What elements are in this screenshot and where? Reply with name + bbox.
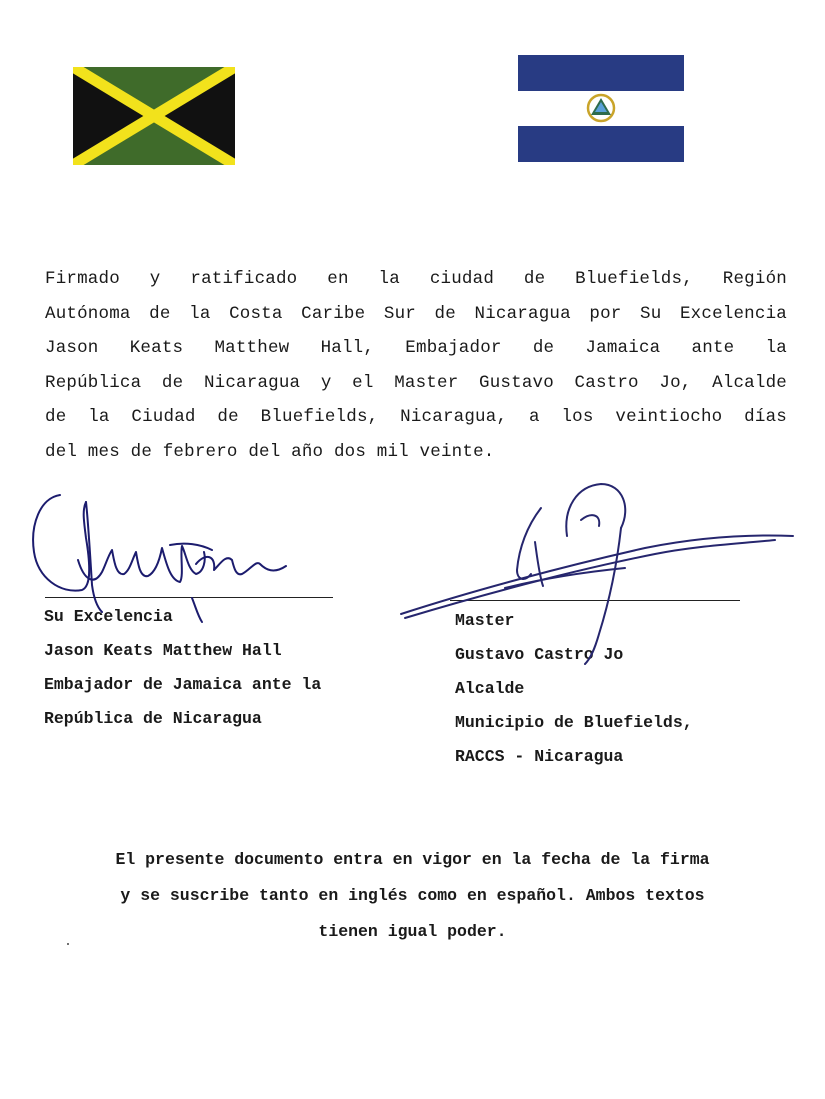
signing-paragraph — [45, 262, 787, 469]
scan-speck — [67, 943, 69, 945]
nicaragua-flag-icon — [518, 55, 684, 162]
paragraph-line: Autónoma de la Costa Caribe Sur de Nicaragua por Su Excelencia — [45, 303, 787, 324]
paragraph-line: Firmado y ratificado en la ciudad de Bluefields, Región — [45, 269, 787, 289]
paragraph-line: Jason Keats Matthew Hall, Embajador de Jamaica ante la — [45, 338, 787, 358]
signatory-role: Embajador de Jamaica ante la — [44, 675, 322, 694]
signatory-title: Master — [455, 611, 515, 630]
flag-blue-bottom — [518, 126, 684, 162]
paragraph-line: del mes de febrero del año dos mil veinte. — [45, 441, 495, 462]
jamaica-flag-icon — [73, 67, 235, 165]
closing-note — [40, 842, 785, 950]
handwritten-signature-icon — [395, 478, 795, 668]
signatory-title: Su Excelencia — [44, 607, 173, 626]
signatory-role-cont: República de Nicaragua — [44, 709, 262, 728]
closing-note-line: y se suscribe tanto en inglés como en español. Ambos textos — [120, 886, 705, 905]
signatory-role: Alcalde — [455, 679, 525, 698]
signatory-name: Jason Keats Matthew Hall — [44, 641, 282, 660]
signatory-name: Gustavo Castro Jo — [455, 645, 624, 664]
paragraph-line: República de Nicaragua y el Master Gustavo Castro Jo, Alcalde — [45, 372, 787, 393]
paragraph-line: de la Ciudad de Bluefields, Nicaragua, a los veintiocho días — [45, 407, 787, 427]
handwritten-signature-icon — [20, 490, 290, 630]
closing-note-line: tienen igual poder. — [318, 922, 507, 941]
signatory-region: RACCS - Nicaragua — [455, 747, 624, 766]
flag-blue-top — [518, 55, 684, 91]
closing-note-line: El presente documento entra en vigor en la fecha de la firma — [115, 850, 710, 869]
signatory-municipality: Municipio de Bluefields, — [455, 713, 693, 732]
